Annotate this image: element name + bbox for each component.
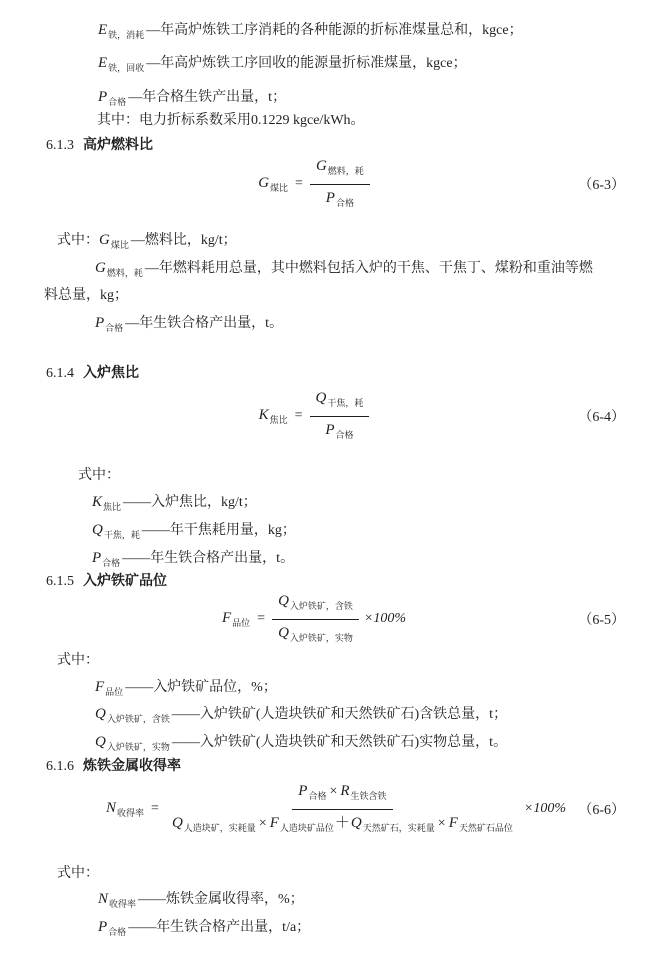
term-desc: ——入炉铁矿品位，%； bbox=[125, 680, 277, 695]
where-clause-6-1-4 bbox=[78, 464, 120, 488]
variable-subscript: 焦比 bbox=[103, 502, 122, 512]
term-desc: —年高炉炼铁工序消耗的各种能源的折标准煤量总和，kgce； bbox=[146, 23, 523, 38]
variable-subscript: 铁，回收 bbox=[108, 63, 145, 73]
variable bbox=[95, 702, 170, 731]
variable bbox=[92, 518, 140, 547]
term-line-q-ore-physical bbox=[95, 730, 507, 754]
term-desc: —年燃料耗用总量，其中燃料包括入炉的干焦、干焦丁、煤粉和重油等燃 bbox=[144, 261, 593, 276]
section-title: 炼铁金属收得率 bbox=[83, 759, 181, 774]
variable-symbol: F bbox=[221, 609, 232, 626]
term-line-p-qualified-614 bbox=[92, 546, 294, 570]
term-line-q-ore-fe bbox=[95, 702, 507, 726]
section-heading-6-1-5 bbox=[46, 570, 167, 594]
fraction-numerator bbox=[292, 780, 392, 810]
variable-symbol: Q bbox=[92, 522, 103, 538]
variable bbox=[106, 800, 144, 819]
variable-symbol: K bbox=[92, 494, 103, 510]
variable bbox=[98, 51, 144, 80]
term-desc: —年高炉炼铁工序回收的能源量折标准煤量，kgce； bbox=[146, 56, 467, 71]
where-label: 式中： bbox=[57, 866, 99, 881]
variable bbox=[99, 228, 129, 257]
where-label: 式中： bbox=[57, 233, 99, 248]
variable-subscript: 干焦，耗 bbox=[327, 397, 364, 408]
fraction-numerator bbox=[272, 590, 359, 620]
power-factor-note bbox=[97, 109, 365, 133]
variable bbox=[222, 610, 250, 629]
term-line-f-grade bbox=[95, 675, 277, 699]
term-desc: —年合格生铁产出量，t； bbox=[128, 90, 287, 105]
equals-sign: = bbox=[151, 801, 159, 816]
multiply-sign: × bbox=[258, 815, 267, 831]
times-100-percent: ×100% bbox=[363, 611, 407, 626]
multiply-sign: × bbox=[437, 815, 446, 831]
term-desc: ——年干焦耗用量，kg； bbox=[141, 523, 296, 538]
variable-symbol: P bbox=[325, 189, 335, 206]
equation-number: （6-6） bbox=[578, 803, 625, 818]
variable-subscript: 收得率 bbox=[109, 899, 137, 909]
term-line-e-consumed bbox=[98, 18, 523, 42]
variable bbox=[316, 387, 364, 414]
variable-symbol: G bbox=[315, 157, 327, 174]
variable bbox=[92, 490, 121, 519]
variable-subscript: 人造块矿，实耗量 bbox=[183, 822, 256, 833]
where-clause-6-1-5 bbox=[57, 649, 99, 673]
term-desc: —燃料比，kg/t； bbox=[130, 233, 237, 248]
variable-subscript: 干焦，耗 bbox=[103, 530, 140, 540]
term-line-e-recovered bbox=[98, 51, 467, 75]
variable-subscript: 铁，消耗 bbox=[108, 30, 145, 40]
fraction bbox=[166, 780, 519, 839]
term-line-g-fuel bbox=[95, 256, 593, 280]
variable bbox=[95, 311, 123, 340]
variable-symbol: Q bbox=[95, 706, 106, 722]
variable bbox=[325, 419, 353, 446]
variable bbox=[95, 675, 123, 704]
equals-sign: = bbox=[257, 611, 266, 626]
variable-subscript: 燃料，耗 bbox=[327, 165, 364, 176]
multiply-sign: × bbox=[329, 783, 338, 799]
variable-subscript: 合格 bbox=[108, 927, 127, 937]
variable-subscript: 合格 bbox=[102, 558, 121, 568]
variable bbox=[270, 812, 334, 839]
term-desc-continued: 料总量，kg； bbox=[44, 288, 128, 303]
term-desc: ——年生铁合格产出量，t/a； bbox=[128, 920, 311, 935]
variable-symbol: Q bbox=[315, 389, 327, 406]
variable-subscript: 合格 bbox=[335, 197, 354, 208]
equation-number: （6-5） bbox=[578, 613, 625, 628]
fraction-numerator bbox=[310, 155, 370, 185]
variable bbox=[259, 407, 288, 426]
term-desc: ——年生铁合格产出量，t。 bbox=[122, 551, 295, 566]
where-label: 式中： bbox=[78, 468, 120, 483]
variable-subscript: 入炉铁矿，含铁 bbox=[289, 600, 353, 611]
term-desc: ——入炉铁矿(人造块铁矿和天然铁矿石)含铁总量，t； bbox=[171, 707, 508, 722]
variable-symbol: Q bbox=[350, 814, 362, 831]
equals-sign: = bbox=[295, 176, 303, 191]
variable-subscript: 人造块矿品位 bbox=[279, 822, 334, 833]
term-line-q-drycoke bbox=[92, 518, 296, 542]
where-clause-6-1-3 bbox=[57, 228, 237, 252]
variable-subscript: 天然矿石品位 bbox=[458, 822, 513, 833]
variable-symbol: Q bbox=[95, 734, 106, 750]
section-number: 6.1.6 bbox=[46, 759, 74, 774]
fraction bbox=[310, 387, 370, 446]
term-line-p-qualified-616 bbox=[98, 915, 310, 939]
variable-symbol: P bbox=[92, 550, 102, 566]
equation-body bbox=[258, 155, 370, 214]
section-number: 6.1.5 bbox=[46, 574, 74, 589]
variable-subscript: 煤比 bbox=[110, 240, 129, 250]
variable bbox=[326, 187, 354, 214]
variable-symbol: G bbox=[258, 174, 270, 191]
fraction-denominator bbox=[319, 417, 359, 446]
variable-symbol: R bbox=[340, 782, 350, 799]
variable bbox=[95, 256, 143, 285]
term-line-k-coke bbox=[92, 490, 257, 514]
variable-symbol: Q bbox=[278, 624, 289, 641]
plus-sign: ＋ bbox=[334, 814, 350, 831]
variable bbox=[98, 887, 136, 916]
variable-subscript: 入炉铁矿，含铁 bbox=[106, 714, 170, 724]
variable-symbol: P bbox=[98, 919, 108, 935]
section-title: 入炉焦比 bbox=[83, 366, 139, 381]
term-line-n-yield bbox=[98, 887, 304, 911]
variable-subscript: 合格 bbox=[108, 97, 127, 107]
fraction bbox=[272, 590, 359, 649]
equation-body bbox=[259, 387, 370, 446]
variable-symbol: P bbox=[325, 421, 335, 438]
section-number: 6.1.4 bbox=[46, 366, 74, 381]
variable-symbol: F bbox=[95, 679, 105, 695]
times-100-percent: ×100% bbox=[523, 801, 566, 816]
variable bbox=[98, 18, 144, 47]
variable-subscript: 煤比 bbox=[270, 182, 289, 193]
note-text: 其中：电力折标系数采用0.1229 kgce/kWh。 bbox=[97, 113, 365, 128]
variable-subscript: 生铁含铁 bbox=[350, 790, 387, 801]
variable-symbol: Q bbox=[278, 592, 289, 609]
equation-number: （6-3） bbox=[578, 178, 625, 193]
term-line-p-qualified-613 bbox=[95, 311, 283, 335]
section-number: 6.1.3 bbox=[46, 138, 74, 153]
section-title: 高炉燃料比 bbox=[83, 138, 153, 153]
variable-symbol: P bbox=[95, 315, 105, 331]
variable-symbol: E bbox=[98, 55, 108, 71]
variable-subscript: 入炉铁矿，实物 bbox=[289, 632, 353, 643]
variable-symbol: N bbox=[98, 891, 109, 907]
variable bbox=[351, 812, 435, 839]
variable-symbol: E bbox=[98, 22, 108, 38]
variable-subscript: 品位 bbox=[232, 617, 251, 628]
section-title: 入炉铁矿品位 bbox=[83, 574, 167, 589]
variable-subscript: 合格 bbox=[335, 429, 354, 440]
fraction-numerator bbox=[310, 387, 370, 417]
variable bbox=[298, 780, 326, 807]
term-desc: ——入炉铁矿(人造块铁矿和天然铁矿石)实物总量，t。 bbox=[171, 735, 508, 750]
variable-symbol: F bbox=[269, 814, 279, 831]
term-desc: —年生铁合格产出量，t。 bbox=[125, 316, 284, 331]
variable-subscript: 焦比 bbox=[269, 414, 288, 425]
term-desc: ——入炉焦比，kg/t； bbox=[123, 495, 257, 510]
variable bbox=[340, 780, 386, 807]
variable-symbol: N bbox=[106, 799, 117, 816]
equation-6-3 bbox=[45, 152, 627, 216]
variable-subscript: 入炉铁矿，实物 bbox=[106, 742, 170, 752]
variable-symbol: G bbox=[99, 232, 110, 248]
variable-subscript: 合格 bbox=[308, 790, 327, 801]
variable bbox=[258, 175, 288, 194]
equation-6-4 bbox=[45, 384, 627, 448]
variable-symbol: P bbox=[98, 89, 108, 105]
variable bbox=[278, 590, 353, 617]
variable-subscript: 收得率 bbox=[117, 807, 145, 818]
variable-symbol: F bbox=[448, 814, 458, 831]
equation-number: （6-4） bbox=[578, 410, 625, 425]
equation-6-5 bbox=[45, 592, 627, 646]
variable-symbol: P bbox=[298, 782, 308, 799]
variable-symbol: G bbox=[95, 260, 106, 276]
variable bbox=[98, 915, 126, 944]
equation-body bbox=[106, 780, 566, 839]
section-heading-6-1-4 bbox=[46, 362, 139, 386]
where-label: 式中： bbox=[57, 653, 99, 668]
fraction-denominator bbox=[320, 185, 360, 214]
fraction bbox=[310, 155, 370, 214]
fraction-denominator bbox=[166, 810, 519, 839]
variable bbox=[316, 155, 364, 182]
term-line-p-qualified bbox=[98, 85, 286, 109]
section-heading-6-1-6 bbox=[46, 755, 181, 779]
variable-subscript: 燃料，耗 bbox=[106, 268, 143, 278]
term-desc: ——炼铁金属收得率，%； bbox=[138, 892, 304, 907]
equation-body bbox=[222, 590, 406, 649]
variable-subscript: 品位 bbox=[105, 687, 124, 697]
variable-subscript: 合格 bbox=[105, 323, 124, 333]
where-clause-6-1-6 bbox=[57, 862, 99, 886]
fraction-denominator bbox=[272, 620, 359, 649]
variable bbox=[172, 812, 256, 839]
variable bbox=[278, 622, 353, 649]
variable-symbol: Q bbox=[171, 814, 183, 831]
equals-sign: = bbox=[294, 408, 303, 423]
variable-symbol: K bbox=[258, 406, 269, 423]
equation-6-6 bbox=[45, 778, 627, 840]
term-line-g-fuel-continued bbox=[44, 284, 128, 308]
variable-subscript: 天然矿石，实耗量 bbox=[362, 822, 435, 833]
variable bbox=[449, 812, 513, 839]
